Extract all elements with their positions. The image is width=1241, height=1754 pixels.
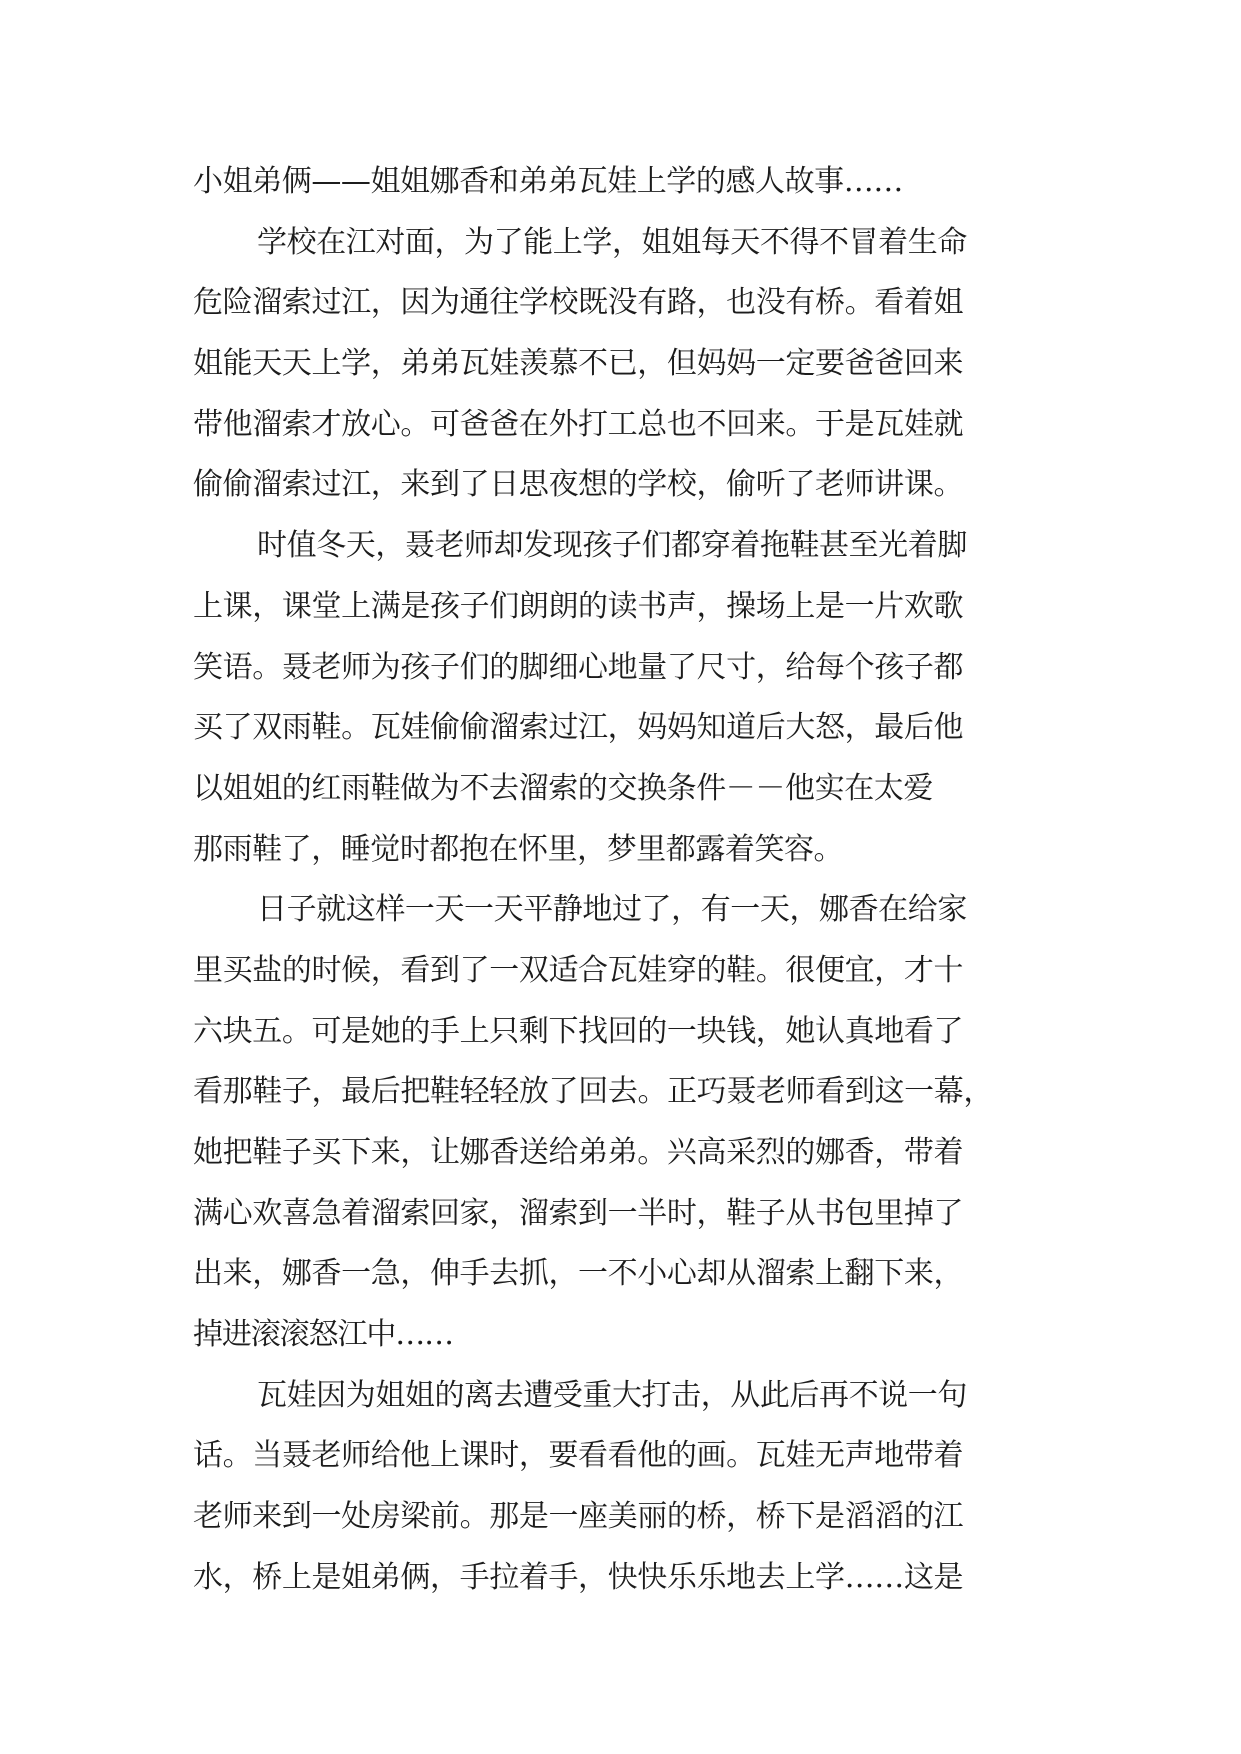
text-line: 危险溜索过江，因为通往学校既没有路，也没有桥。看着姐 xyxy=(193,285,964,321)
text-line: 那雨鞋了，睡觉时都抱在怀里，梦里都露着笑容。 xyxy=(193,831,844,867)
text-line: 姐能天天上学，弟弟瓦娃羡慕不已，但妈妈一定要爸爸回来 xyxy=(193,346,964,382)
paragraph-intro xyxy=(193,152,1063,213)
text-line: 偷偷溜索过江，来到了日思夜想的学校，偷听了老师讲课。 xyxy=(193,467,964,503)
text-line: 里买盐的时候，看到了一双适合瓦娃穿的鞋。很便宜，才十 xyxy=(193,952,964,988)
text-line: 带他溜索才放心。可爸爸在外打工总也不回来。于是瓦娃就 xyxy=(193,406,964,442)
text-line: 出来，娜香一急，伸手去抓，一不小心却从溜索上翻下来， xyxy=(193,1256,964,1292)
text-line: 以姐姐的红雨鞋做为不去溜索的交换条件－－他实在太爱 xyxy=(193,770,933,806)
text-line: 满心欢喜急着溜索回家，溜索到一半时，鞋子从书包里掉了 xyxy=(193,1195,964,1231)
text-line: 看那鞋子，最后把鞋轻轻放了回去。正巧聂老师看到这一幕， xyxy=(193,1074,994,1110)
text-line: 瓦娃因为姐姐的离去遭受重大打击，从此后再不说一句 xyxy=(257,1377,967,1413)
text-line: 上课，课堂上满是孩子们朗朗的读书声，操场上是一片欢歌 xyxy=(193,588,964,624)
text-line: 时值冬天，聂老师却发现孩子们都穿着拖鞋甚至光着脚 xyxy=(257,528,967,564)
paragraph-school-across-river xyxy=(193,213,1063,516)
text-line: 她把鞋子买下来，让娜香送给弟弟。兴高采烈的娜香，带着 xyxy=(193,1135,964,1170)
document-body xyxy=(193,152,1063,1609)
text-line: 日子就这样一天一天平静地过了，有一天，娜香在给家 xyxy=(257,892,967,928)
text-line: 笑语。聂老师为孩子们的脚细心地量了尺寸，给每个孩子都 xyxy=(193,649,964,685)
text-line: 话。当聂老师给他上课时，要看看他的画。瓦娃无声地带着 xyxy=(193,1438,964,1474)
paragraph-buying-shoes xyxy=(193,880,1063,1366)
paragraph-wawa-drawing xyxy=(193,1366,1063,1609)
text-line: 老师来到一处房梁前。那是一座美丽的桥，桥下是滔滔的江 xyxy=(193,1499,964,1535)
text-line: 掉进滚滚怒江中…… xyxy=(193,1317,454,1353)
text-line: 六块五。可是她的手上只剩下找回的一块钱，她认真地看了 xyxy=(193,1013,964,1049)
paragraph-winter-rain-boots xyxy=(193,516,1063,880)
text-line: 水，桥上是姐弟俩，手拉着手，快快乐乐地去上学……这是 xyxy=(193,1559,964,1595)
text-line: 买了双雨鞋。瓦娃偷偷溜索过江，妈妈知道后大怒，最后他 xyxy=(193,710,964,746)
text-line: 学校在江对面，为了能上学，姐姐每天不得不冒着生命 xyxy=(257,224,967,260)
text-line: 小姐弟俩——姐姐娜香和弟弟瓦娃上学的感人故事…… xyxy=(193,164,903,199)
